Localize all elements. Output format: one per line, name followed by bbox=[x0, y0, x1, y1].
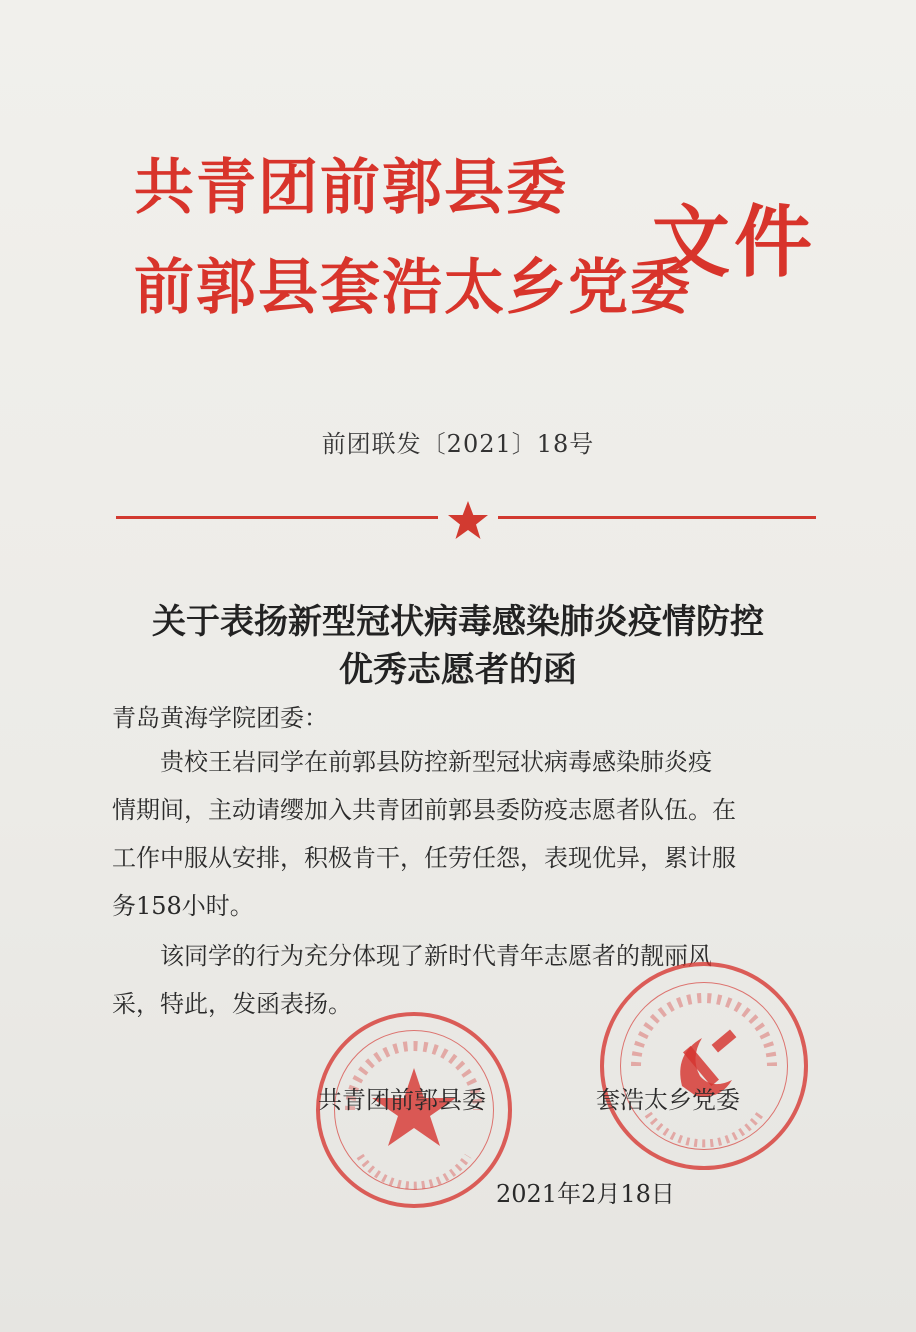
paragraph1-line: 工作中服从安排，积极肯干，任劳任怨，表现优异，累计服 bbox=[112, 844, 736, 872]
paragraph1-line: 务158小时。 bbox=[112, 892, 254, 920]
paragraph1-line: 情期间，主动请缨加入共青团前郭县委防疫志愿者队伍。在 bbox=[112, 796, 736, 824]
header-issuer-line2: 前郭县套浩太乡党委 bbox=[134, 253, 692, 323]
header-issuer-line1: 共青团前郭县委 bbox=[134, 153, 568, 223]
divider-star-icon bbox=[446, 500, 490, 540]
red-divider-right bbox=[498, 516, 816, 519]
document-title-line1: 关于表扬新型冠状病毒感染肺炎疫情防控 bbox=[152, 602, 764, 642]
party-committee-seal bbox=[600, 962, 808, 1170]
signature-party-committee: 套浩太乡党委 bbox=[596, 1086, 740, 1114]
paragraph1-line: 贵校王岩同学在前郭县防控新型冠状病毒感染肺炎疫 bbox=[160, 748, 712, 776]
header-document-label: 文件 bbox=[652, 197, 817, 288]
salutation: 青岛黄海学院团委： bbox=[112, 704, 328, 732]
document-header bbox=[134, 140, 834, 340]
signature-youth-league: 共青团前郭县委 bbox=[318, 1086, 486, 1114]
red-divider-left bbox=[116, 516, 438, 519]
document-number: 前团联发〔2021〕18号 bbox=[321, 430, 595, 458]
hammer-sickle-icon bbox=[604, 966, 804, 1166]
document-title-line2: 优秀志愿者的函 bbox=[339, 650, 577, 690]
issue-date: 2021年2月18日 bbox=[496, 1180, 675, 1208]
paragraph2-line: 该同学的行为充分体现了新时代青年志愿者的靓丽风 bbox=[160, 942, 712, 970]
paragraph2-line: 采，特此，发函表扬。 bbox=[112, 990, 352, 1018]
